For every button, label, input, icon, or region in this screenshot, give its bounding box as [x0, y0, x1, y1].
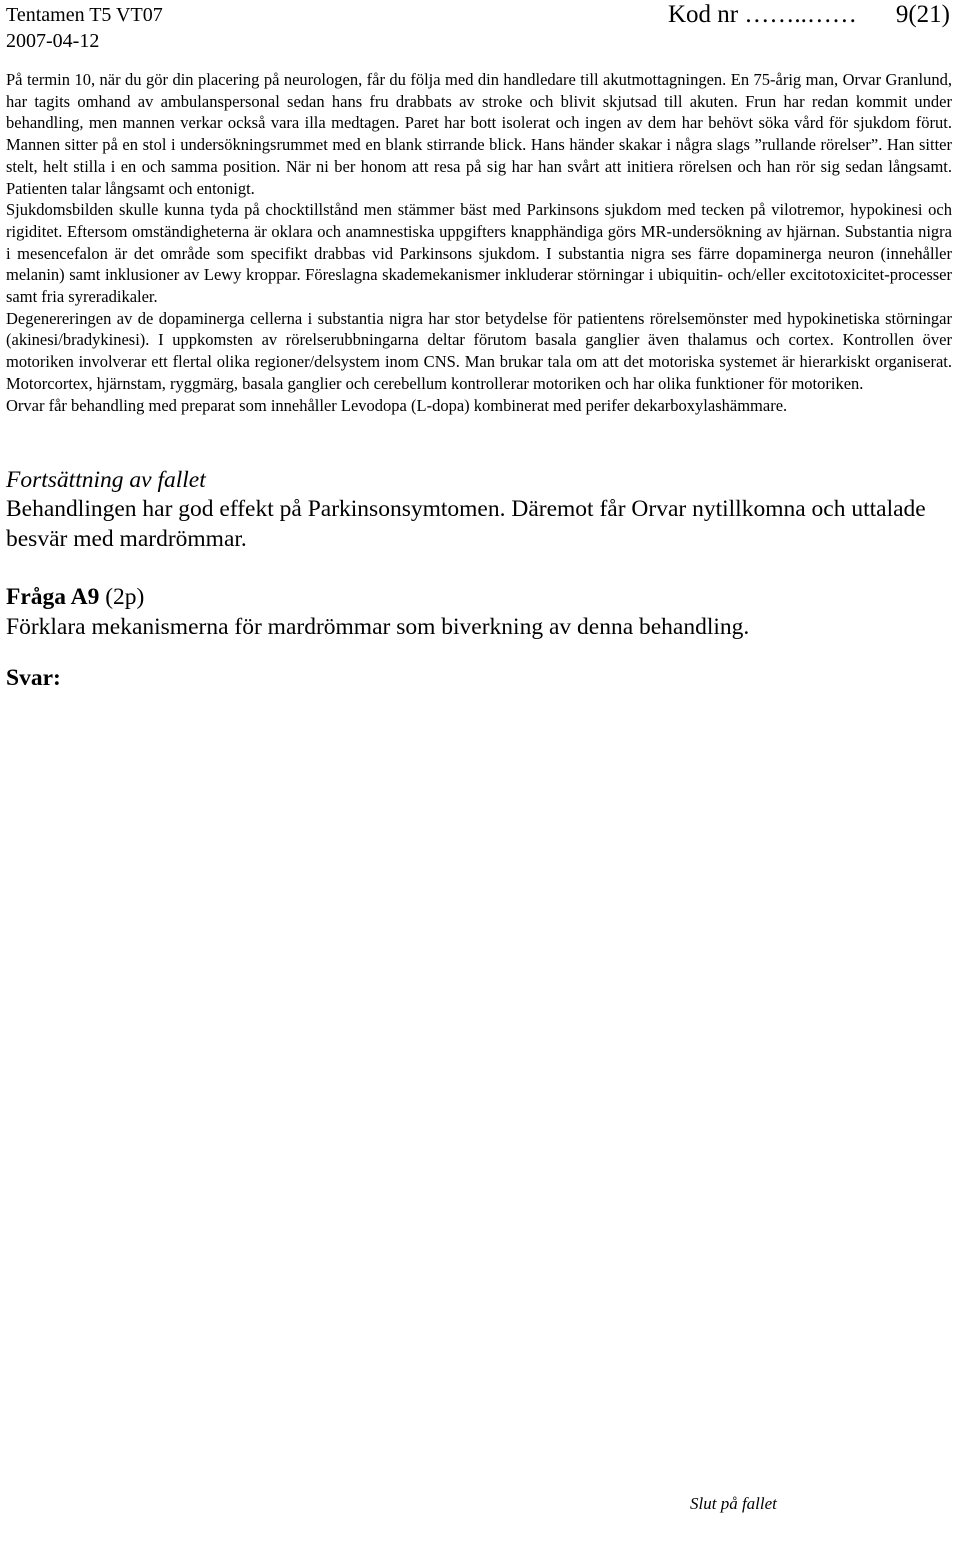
case-paragraph: Sjukdomsbilden skulle kunna tyda på chocktillstånd men stämmer bäst med Parkinsons sjukdom med tecken på vilotremor, hypokinesi och rigiditet. Eftersom omständigheterna är oklara och anamnestiska uppgifters knapphändiga görs MR-undersökning av hjärnan. Substantia nigra i mesencefalon är det område som specifikt drabbas vid Parkinsons sjukdom. I substantia nigra ses färre dopaminerga neuron (innehåller melanin) samt inklusioner av Lewy kroppar. Föreslagna skademekanismer inkluderar störningar i ubiquitin- och/eller excitotoxicitet-processer samt fria syreradikaler. — [6, 200, 952, 307]
answer-label: Svar: — [6, 665, 61, 691]
question-label: Fråga A9 — [6, 584, 100, 610]
end-of-case-text: Slut på fallet — [690, 1494, 777, 1513]
question-title — [6, 582, 946, 612]
case-paragraph: På termin 10, när du gör din placering på neurologen, får du följa med din handledare till akutmottagningen. En 75-årig man, Orvar Granlund, har tagits omhand av ambulanspersonal sedan hans fru drabbats av stroke och blivit skjutsad till akuten. Frun har redan kommit under behandling, men mannen verkar också vara illa medtagen. Paret har bott isolerat och ingen av dem har behövt söka vård för sjukdom förut. Mannen sitter på en stol i undersökningsrummet med en blank stirrande blick. Hans händer skakar i några slags ”rullande rörelser”. Han sitter stelt, helt stilla i en och samma position. När ni ber honom att resa på sig har han svårt att initiera rörelsen och han rör sig sedan långsamt. Patienten talar långsamt och entonigt. — [6, 70, 952, 198]
case-paragraph: Degenereringen av de dopaminerga cellerna i substantia nigra har stor betydelse för patientens rörelsemönster med hypokinetiska störningar (akinesi/bradykinesi). I uppkomsten av rörelserubbningarna deltar förutom basala ganglier även thalamus och cortex. Kontrollen över motoriken involverar ett flertal olika regioner/delsystem inom CNS. Man brukar tala om att det motoriska systemet är hierarkiskt organiserat. Motorcortex, hjärnstam, ryggmärg, basala ganglier och cerebellum kontrollerar motoriken och har olika funktioner för motoriken. — [6, 308, 952, 393]
case-description — [6, 69, 952, 416]
case-paragraph: Orvar får behandling med preparat som innehåller Levodopa (L-dopa) kombinerat med perifer dekarboxylashämmare. — [6, 395, 788, 415]
page-header — [6, 2, 950, 54]
continuation-heading: Fortsättning av fallet — [6, 467, 206, 493]
page-number: 9(21) — [895, 1, 950, 28]
question-points: (2p) — [99, 584, 145, 610]
case-continuation — [6, 466, 946, 554]
continuation-text: Behandlingen har god effekt på Parkinsonsymtomen. Däremot får Orvar nytillkomna och uttalade besvär med mardrömmar. — [6, 496, 926, 552]
exam-date: 2007-04-12 — [6, 30, 100, 52]
code-number-label: Kod nr ……..…… — [668, 1, 857, 28]
question-block — [6, 582, 946, 642]
exam-title: Tentamen T5 VT07 — [6, 4, 163, 26]
question-text: Förklara mekanismerna för mardrömmar som biverkning av denna behandling. — [6, 614, 750, 640]
